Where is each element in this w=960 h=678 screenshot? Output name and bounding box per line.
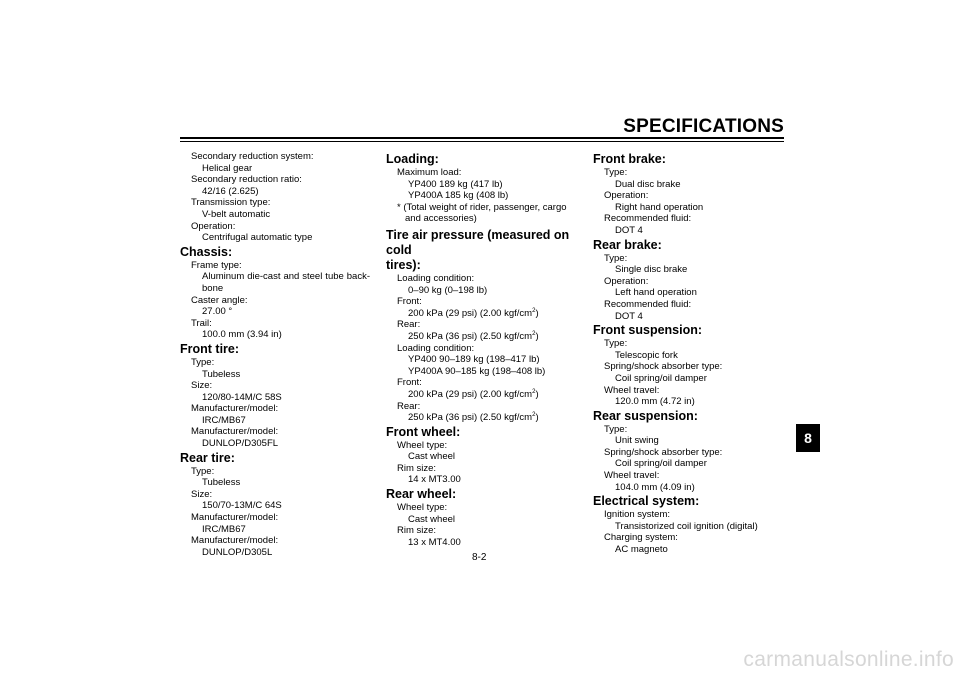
spec-label: Operation: bbox=[191, 220, 236, 232]
section-heading-tire-pressure: Tire air pressure (measured on cold bbox=[386, 227, 570, 257]
spec-label: Caster angle: bbox=[191, 294, 248, 306]
spec-value: bone bbox=[202, 282, 224, 294]
section-heading-front-suspension: Front suspension: bbox=[593, 323, 703, 338]
section-heading-electrical-system: Electrical system: bbox=[593, 494, 700, 509]
pressure-text: 250 kPa (36 psi) (2.50 kgf/cm bbox=[408, 330, 533, 342]
spec-label: Operation: bbox=[604, 190, 649, 202]
pressure-text: 200 kPa (29 psi) (2.00 kgf/cm bbox=[408, 388, 533, 400]
spec-label: Type: bbox=[191, 356, 215, 368]
spec-value-pressure bbox=[386, 331, 581, 343]
spec-value: V-belt automatic bbox=[202, 208, 271, 220]
spec-value-pressure bbox=[386, 412, 581, 424]
spec-label: Type: bbox=[191, 465, 215, 477]
spec-column-1 bbox=[180, 151, 375, 558]
spec-value: Aluminum die-cast and steel tube back- bbox=[202, 271, 370, 283]
spec-value: Coil spring/oil damper bbox=[615, 458, 707, 470]
spec-label: Ignition system: bbox=[604, 509, 670, 521]
spec-label: Type: bbox=[604, 338, 628, 350]
spec-label: Transmission type: bbox=[191, 197, 271, 209]
spec-label: Type: bbox=[604, 167, 628, 178]
spec-value: YP400 90–189 kg (198–417 lb) bbox=[408, 354, 540, 366]
spec-value: 104.0 mm (4.09 in) bbox=[615, 481, 695, 493]
section-heading-loading: Loading: bbox=[386, 152, 439, 166]
spec-value: Single disc brake bbox=[615, 264, 688, 276]
spec-label: Recommended fluid: bbox=[604, 298, 692, 310]
spec-label: Operation: bbox=[604, 275, 649, 287]
section-heading-tire-pressure-cont: tires): bbox=[386, 257, 421, 272]
spec-value: DOT 4 bbox=[615, 224, 643, 236]
spec-label: Manufacturer/model: bbox=[191, 535, 279, 547]
spec-label: Type: bbox=[604, 252, 628, 264]
spec-value: Tubeless bbox=[202, 368, 241, 380]
spec-value: YP400 189 kg (417 lb) bbox=[408, 178, 503, 190]
spec-label: Wheel travel: bbox=[604, 470, 660, 482]
section-heading-rear-wheel: Rear wheel: bbox=[386, 487, 457, 502]
pressure-text: 250 kPa (36 psi) (2.50 kgf/cm bbox=[408, 412, 533, 424]
spec-value-pressure bbox=[386, 389, 581, 401]
spec-value: 150/70-13M/C 64S bbox=[202, 500, 282, 512]
spec-value: IRC/MB67 bbox=[202, 523, 246, 535]
spec-label: Charging system: bbox=[604, 532, 678, 544]
chapter-tab[interactable]: 8 bbox=[796, 424, 820, 452]
spec-label: Rim size: bbox=[397, 462, 437, 474]
spec-value: AC magneto bbox=[615, 544, 668, 556]
spec-value: 13 x MT4.00 bbox=[408, 536, 461, 548]
spec-value: DUNLOP/D305FL bbox=[202, 438, 279, 450]
spec-label: Loading condition: bbox=[397, 272, 475, 284]
superscript: 2 bbox=[532, 411, 536, 418]
spec-label: Rear: bbox=[397, 319, 421, 331]
spec-value: Left hand operation bbox=[615, 287, 697, 299]
spec-value: YP400A 185 kg (408 lb) bbox=[408, 190, 509, 202]
spec-label: Size: bbox=[191, 380, 213, 392]
section-heading-rear-brake: Rear brake: bbox=[593, 237, 662, 252]
page-title: SPECIFICATIONS bbox=[623, 116, 784, 137]
spec-value: 120.0 mm (4.72 in) bbox=[615, 396, 695, 408]
close-paren: ) bbox=[535, 388, 539, 400]
close-paren: ) bbox=[535, 307, 539, 319]
spec-label: Manufacturer/model: bbox=[191, 512, 279, 524]
footnote: * (Total weight of rider, passenger, cargo bbox=[397, 201, 567, 213]
spec-label: Rim size: bbox=[397, 525, 437, 537]
spec-value: 0–90 kg (0–198 lb) bbox=[408, 284, 488, 296]
spec-label: Front: bbox=[397, 377, 422, 389]
section-heading-chassis: Chassis: bbox=[180, 244, 233, 259]
spec-column-3 bbox=[593, 151, 788, 556]
header-rule-thick bbox=[180, 137, 784, 139]
page-number: 8-2 bbox=[472, 552, 487, 563]
spec-label: Size: bbox=[191, 488, 213, 500]
section-heading-rear-tire: Rear tire: bbox=[180, 450, 235, 465]
superscript: 2 bbox=[532, 388, 536, 395]
spec-value: Right hand operation bbox=[615, 201, 704, 213]
spec-label: Secondary reduction ratio: bbox=[191, 174, 302, 186]
spec-value: Cast wheel bbox=[408, 513, 455, 525]
spec-label: Recommended fluid: bbox=[604, 213, 692, 225]
spec-label: Loading condition: bbox=[397, 342, 475, 354]
spec-value: DUNLOP/D305L bbox=[202, 546, 273, 558]
spec-label: Front: bbox=[397, 296, 422, 308]
header-rule-thin bbox=[180, 141, 784, 142]
spec-label: Wheel travel: bbox=[604, 384, 660, 396]
spec-value: 120/80-14M/C 58S bbox=[202, 391, 282, 403]
spec-label: Manufacturer/model: bbox=[191, 426, 279, 438]
section-heading-rear-suspension: Rear suspension: bbox=[593, 408, 698, 423]
spec-value: Tubeless bbox=[202, 477, 241, 489]
footnote: and accessories) bbox=[405, 213, 477, 225]
spec-label: Rear: bbox=[397, 400, 421, 412]
section-heading-front-tire: Front tire: bbox=[180, 341, 240, 356]
spec-value-pressure bbox=[386, 308, 581, 320]
spec-value: 42/16 (2.625) bbox=[202, 185, 259, 197]
spec-value: Telescopic fork bbox=[615, 349, 678, 361]
spec-value: YP400A 90–185 kg (198–408 lb) bbox=[408, 365, 546, 377]
spec-value: Dual disc brake bbox=[615, 178, 681, 190]
spec-value: DOT 4 bbox=[615, 310, 643, 322]
spec-label: Spring/shock absorber type: bbox=[604, 361, 723, 373]
superscript: 2 bbox=[532, 330, 536, 337]
spec-value: Helical gear bbox=[202, 162, 253, 174]
spec-label: Maximum load: bbox=[397, 167, 462, 178]
spec-label: Wheel type: bbox=[397, 439, 448, 451]
spec-label: Spring/shock absorber type: bbox=[604, 446, 723, 458]
spec-value: Centrifugal automatic type bbox=[202, 232, 313, 244]
spec-label: Type: bbox=[604, 423, 628, 435]
spec-label: Trail: bbox=[191, 317, 212, 329]
spec-value: Coil spring/oil damper bbox=[615, 372, 707, 384]
spec-value: Unit swing bbox=[615, 435, 659, 447]
spec-label: Wheel type: bbox=[397, 502, 448, 514]
spec-label: Manufacturer/model: bbox=[191, 403, 279, 415]
watermark-text: carmanualsonline.info bbox=[743, 648, 954, 671]
superscript: 2 bbox=[532, 307, 536, 314]
section-heading-front-wheel: Front wheel: bbox=[386, 424, 461, 439]
spec-label: Frame type: bbox=[191, 259, 242, 271]
spec-value: Cast wheel bbox=[408, 451, 455, 463]
spec-value: IRC/MB67 bbox=[202, 414, 246, 426]
close-paren: ) bbox=[535, 412, 539, 424]
spec-column-2 bbox=[386, 151, 581, 548]
section-heading-front-brake: Front brake: bbox=[593, 152, 666, 166]
spec-value: 27.00 ° bbox=[202, 306, 233, 318]
close-paren: ) bbox=[535, 330, 539, 342]
spec-value: 14 x MT3.00 bbox=[408, 474, 461, 486]
spec-value: 100.0 mm (3.94 in) bbox=[202, 329, 282, 341]
spec-value: Transistorized coil ignition (digital) bbox=[615, 520, 758, 532]
pressure-text: 200 kPa (29 psi) (2.00 kgf/cm bbox=[408, 307, 533, 319]
spec-label: Secondary reduction system: bbox=[191, 151, 314, 162]
